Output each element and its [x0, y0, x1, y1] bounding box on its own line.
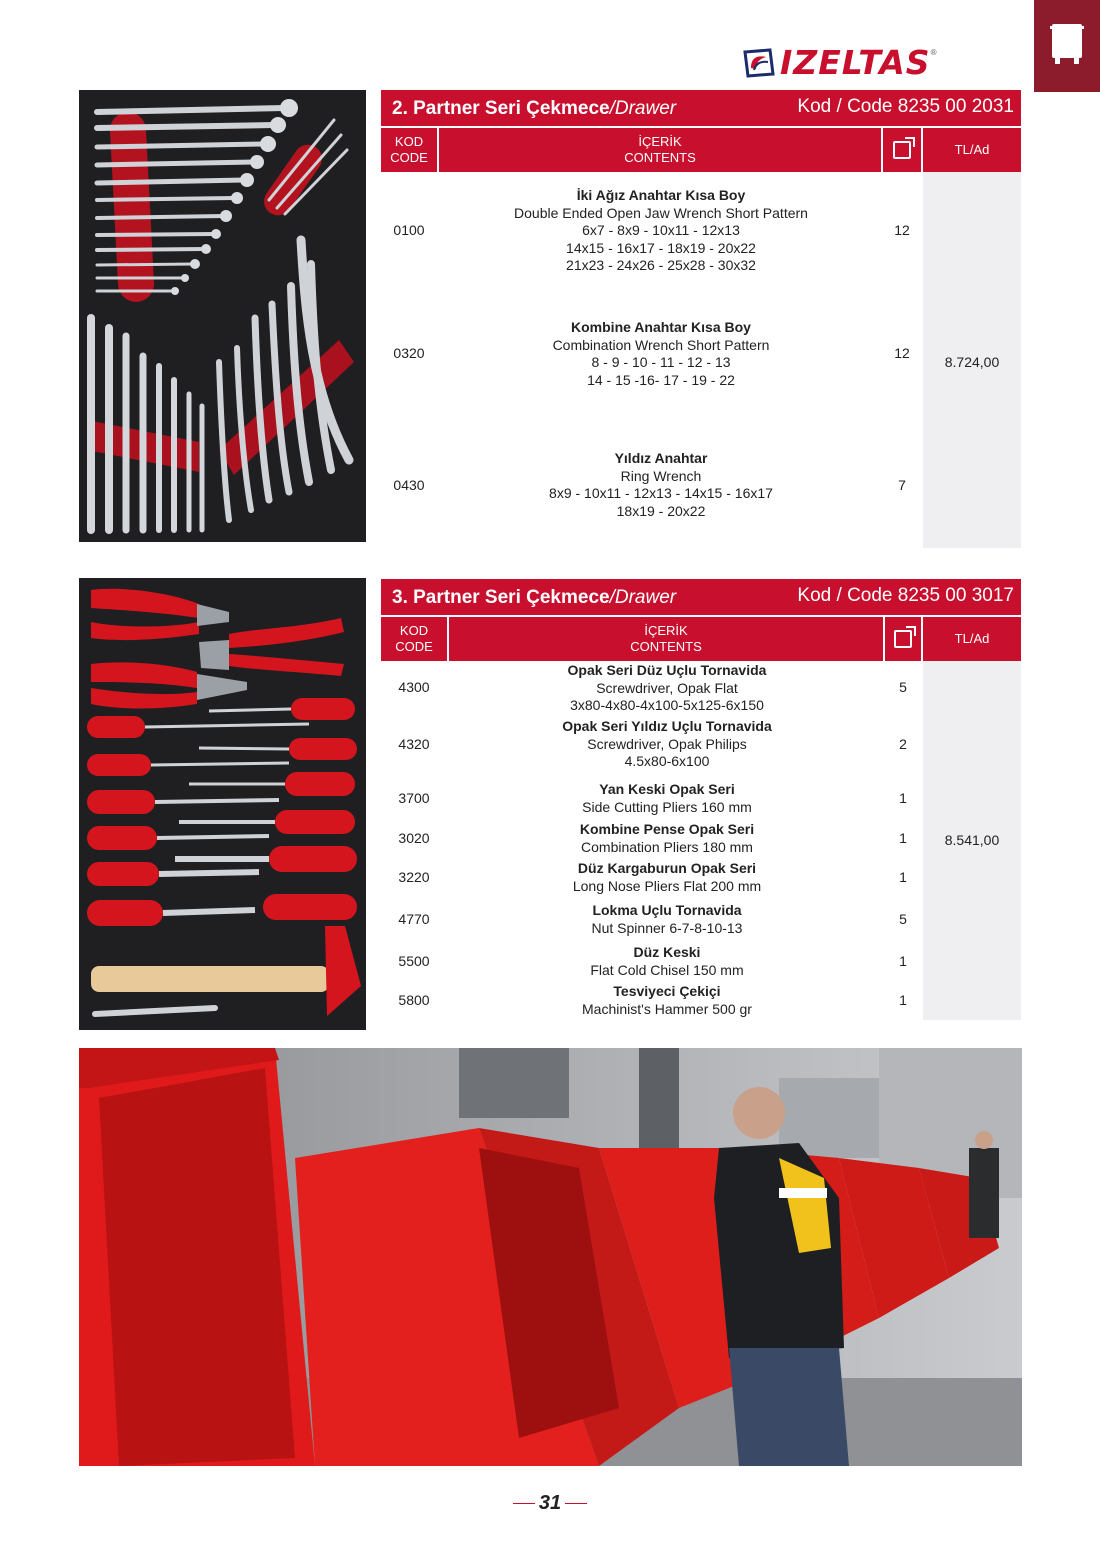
box-quantity-icon: [894, 630, 912, 648]
row-quantity: 12: [894, 345, 910, 361]
section-3-code: Kod / Code 8235 00 3017: [797, 585, 1014, 606]
row-description: Yan Keski Opak Seri Side Cutting Pliers 160 mm: [582, 781, 752, 815]
section-3-title: 3. Partner Seri Çekmece/Drawer: [392, 587, 677, 608]
row-description: Opak Seri Düz Uçlu Tornavida Screwdriver, Opak Flat 3x80-4x80-4x100-5x125-6x150: [567, 662, 767, 714]
row-quantity: 1: [899, 790, 907, 806]
table-row: [381, 319, 921, 391]
brand-registered-mark: ®: [930, 48, 937, 57]
table-row: [381, 902, 921, 938]
row-quantity: 1: [899, 992, 907, 1008]
header-contents: İÇERİK CONTENTS: [439, 128, 881, 172]
header-price: TL/Ad: [923, 128, 1021, 172]
wrench-tray-image: [79, 90, 366, 542]
row-code: 4300: [398, 679, 430, 695]
row-code: 3220: [398, 869, 430, 885]
row-code: 5500: [398, 953, 430, 969]
header-code: KOD CODE: [381, 128, 437, 172]
brand-name: IZELTAS: [780, 43, 931, 82]
table-row: [381, 944, 921, 980]
section-3-column-headers: [381, 617, 1021, 661]
row-code: 3700: [398, 790, 430, 806]
row-description: Kombine Anahtar Kısa Boy Combination Wrench Short Pattern 8 - 9 - 10 - 11 - 12 - 13 14 - 15 -16- 17 - 19 - 22: [552, 319, 770, 388]
row-code: 4770: [398, 911, 430, 927]
row-quantity: 1: [899, 953, 907, 969]
section-tab: [1034, 0, 1100, 92]
box-quantity-icon: [893, 141, 911, 159]
row-quantity: 2: [899, 736, 907, 752]
table-row: [381, 450, 921, 522]
row-quantity: 1: [899, 869, 907, 885]
row-description: İki Ağız Anahtar Kısa Boy Double Ended Open Jaw Wrench Short Pattern 6x7 - 8x9 - 10x11 - 12x13 14x15 - 16x17 - 18x19 - 20x22 21x23 - 24x26 - 25x28 - 30x32: [514, 187, 808, 274]
row-code: 4320: [398, 736, 430, 752]
page-number: 31: [0, 1492, 1100, 1515]
table-row: [381, 662, 921, 716]
row-code: 0430: [393, 477, 425, 493]
section-2-code: Kod / Code 8235 00 2031: [797, 96, 1014, 117]
brand-emblem-icon: [742, 48, 776, 78]
row-description: Lokma Uçlu Tornavida Nut Spinner 6-7-8-10-13: [591, 902, 743, 936]
row-quantity: 1: [899, 830, 907, 846]
row-code: 0100: [393, 222, 425, 238]
screwdriver-pliers-tray-image: [79, 578, 366, 1030]
section-3-price: 8.541,00: [944, 832, 1000, 848]
header-code: KOD CODE: [381, 617, 447, 661]
row-description: Tesviyeci Çekiçi Machinist's Hammer 500 gr: [582, 983, 752, 1017]
header-quantity: [883, 128, 921, 172]
header-quantity: [885, 617, 921, 661]
table-row: [381, 187, 921, 277]
row-description: Kombine Pense Opak Seri Combination Pliers 180 mm: [579, 821, 755, 855]
table-row: [381, 983, 921, 1019]
section-3-header: [381, 579, 1021, 615]
table-row: [381, 781, 921, 817]
table-row: [381, 718, 921, 772]
section-2-column-headers: [381, 128, 1021, 172]
row-description: Düz Keski Flat Cold Chisel 150 mm: [590, 944, 744, 978]
row-quantity: 12: [894, 222, 910, 238]
section-2-price: 8.724,00: [944, 354, 1000, 370]
table-row: [381, 860, 921, 896]
row-quantity: 5: [899, 679, 907, 695]
tool-cabinet-icon: [1049, 22, 1085, 66]
table-row: [381, 821, 921, 857]
row-quantity: 5: [899, 911, 907, 927]
section-2-header: [381, 90, 1021, 126]
header-contents: İÇERİK CONTENTS: [449, 617, 883, 661]
factory-production-photo: [79, 1048, 1022, 1466]
brand-logo: [742, 43, 937, 82]
row-code: 3020: [398, 830, 430, 846]
row-code: 0320: [393, 345, 425, 361]
row-code: 5800: [398, 992, 430, 1008]
row-quantity: 7: [898, 477, 906, 493]
row-description: Yıldız Anahtar Ring Wrench 8x9 - 10x11 - 12x13 - 14x15 - 16x17 18x19 - 20x22: [549, 450, 773, 519]
section-2-title: 2. Partner Seri Çekmece/Drawer: [392, 98, 677, 119]
row-description: Düz Kargaburun Opak Seri Long Nose Pliers Flat 200 mm: [572, 860, 762, 894]
header-price: TL/Ad: [923, 617, 1021, 661]
row-description: Opak Seri Yıldız Uçlu Tornavida Screwdriver, Opak Philips 4.5x80-6x100: [562, 718, 772, 770]
